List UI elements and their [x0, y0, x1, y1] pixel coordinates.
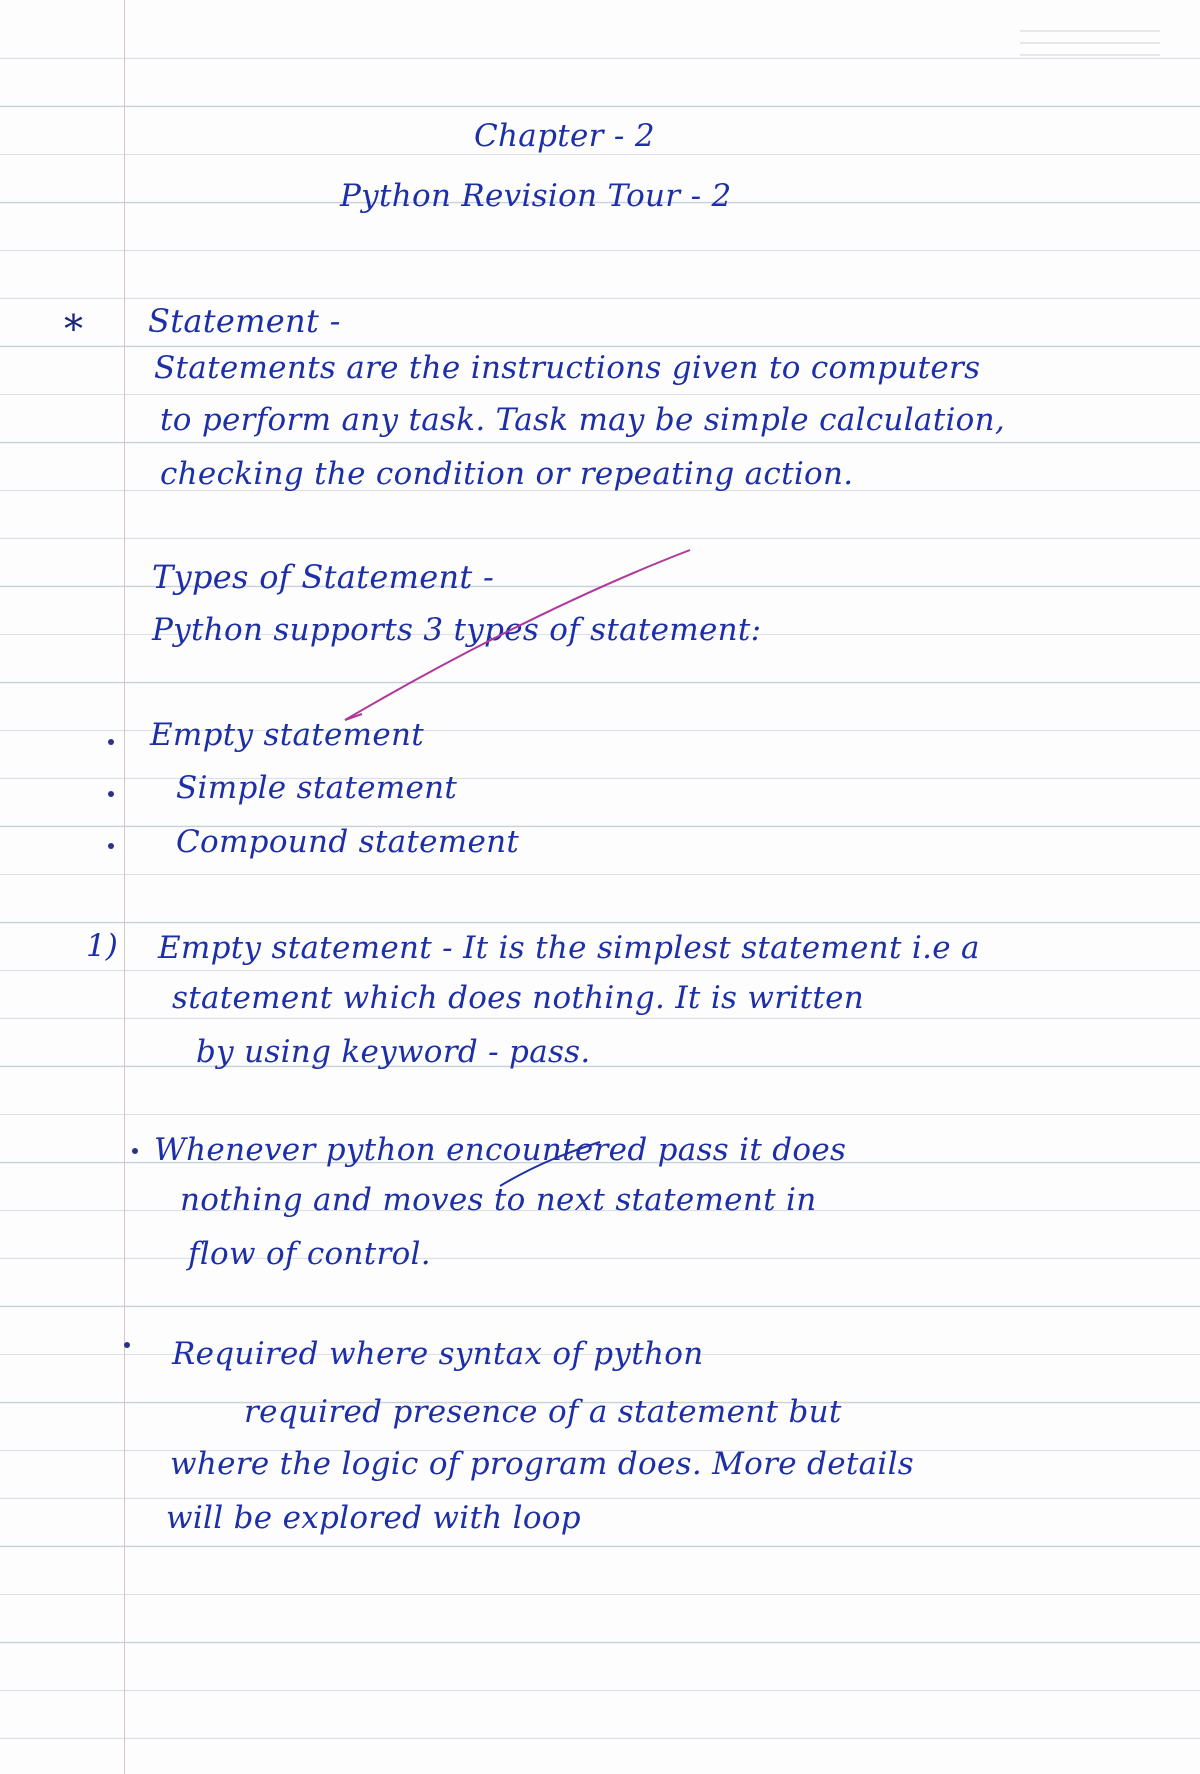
bullet-dot: [108, 791, 114, 797]
note-2-line-1: Required where syntax of python: [172, 1336, 704, 1372]
empty-line-2: statement which does nothing. It is written: [172, 980, 864, 1016]
bullet-dot: [124, 1342, 130, 1348]
chapter-title: Chapter - 2: [474, 118, 655, 154]
asterisk-marker: *: [64, 307, 83, 351]
note-1-line-1: Whenever python encountered pass it does: [154, 1132, 847, 1168]
bullet-dot: [108, 843, 114, 849]
bullet-dot: [132, 1148, 138, 1154]
types-heading: Types of Statement -: [152, 558, 495, 596]
note-2-line-4: will be explored with loop: [166, 1500, 581, 1536]
chapter-subtitle: Python Revision Tour - 2: [340, 178, 732, 214]
statement-line-1: Statements are the instructions given to computers: [154, 350, 981, 386]
note-1-line-2: nothing and moves to next statement in: [180, 1182, 817, 1218]
type-item-simple: Simple statement: [176, 770, 458, 806]
section-number: 1): [86, 928, 118, 964]
statement-heading: Statement -: [148, 302, 341, 340]
faint-corner-marks: [1020, 20, 1160, 90]
bullet-dot: [108, 739, 114, 745]
margin-line: [124, 0, 125, 1774]
note-1-line-3: flow of control.: [188, 1236, 431, 1272]
empty-line-3: by using keyword - pass.: [196, 1034, 591, 1070]
statement-line-2: to perform any task. Task may be simple calculation,: [160, 402, 1006, 438]
type-item-compound: Compound statement: [176, 824, 520, 860]
note-2-line-3: where the logic of program does. More details: [170, 1446, 915, 1482]
type-item-empty: Empty statement: [150, 717, 425, 753]
statement-line-3: checking the condition or repeating action.: [160, 456, 854, 492]
types-intro: Python supports 3 types of statement:: [152, 612, 762, 648]
note-2-line-2: required presence of a statement but: [244, 1394, 842, 1430]
empty-line-1: Empty statement - It is the simplest statement i.e a: [158, 930, 980, 966]
